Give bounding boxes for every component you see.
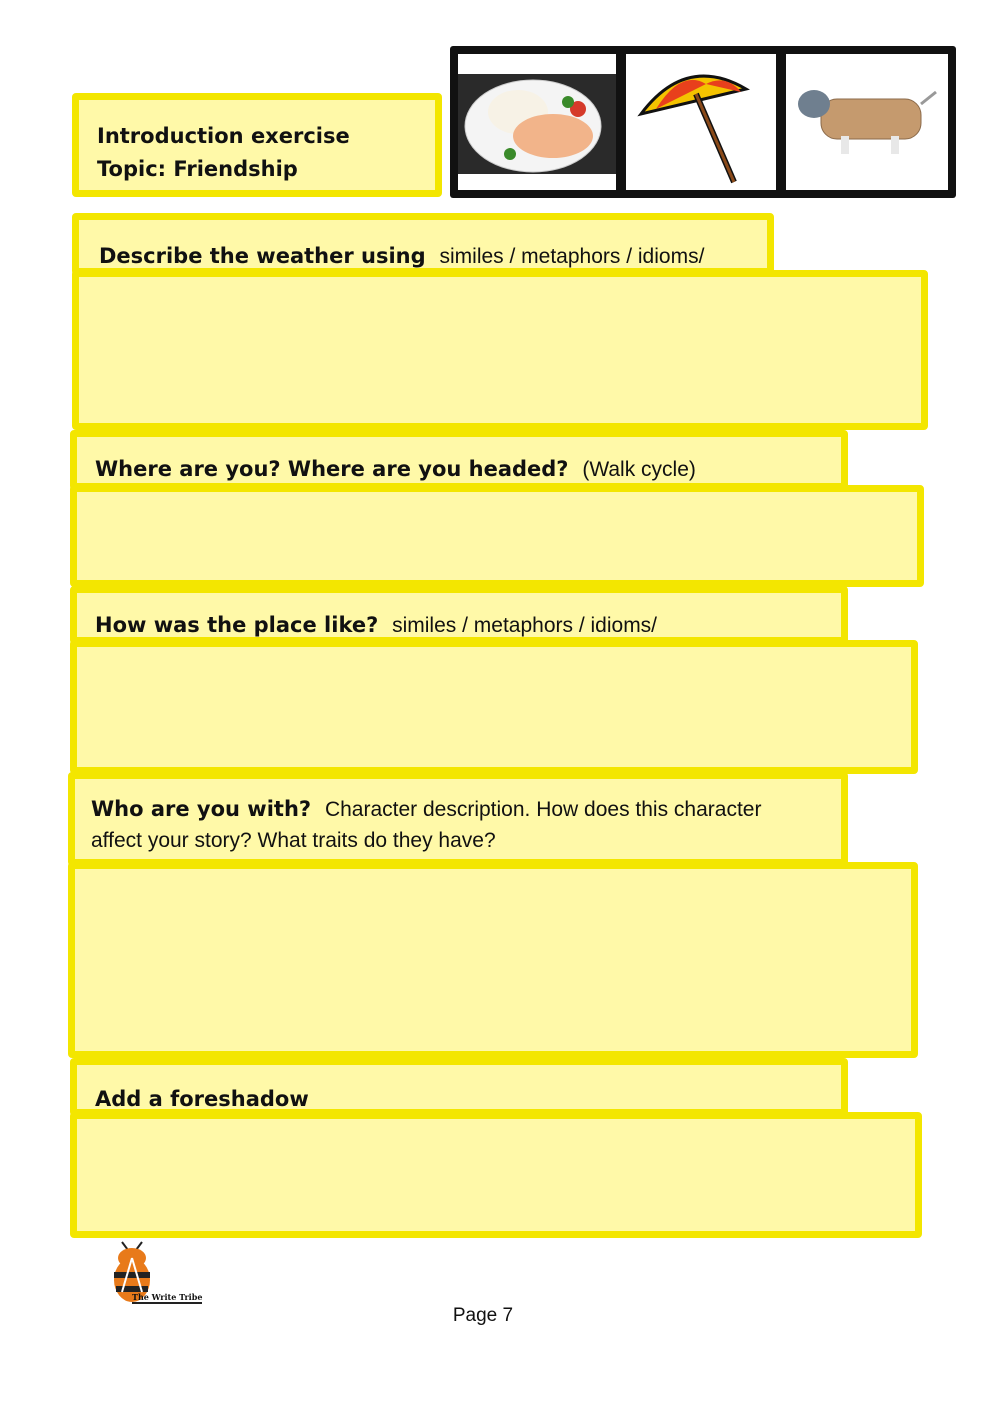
weather-answer-input[interactable] <box>79 277 921 423</box>
section-location-answer-box[interactable] <box>70 485 924 587</box>
section-place-label-box <box>70 586 848 644</box>
logo-text: The Write Tribe <box>132 1292 203 1302</box>
section-weather-title: Describe the weather using <box>99 244 426 268</box>
page-number: Page 7 <box>452 1305 514 1326</box>
foreshadow-answer-input[interactable] <box>77 1119 915 1231</box>
bee-logo <box>108 1238 218 1314</box>
place-answer-input[interactable] <box>77 647 911 767</box>
section-character-hint2: affect your story? What traits do they have? <box>91 829 496 852</box>
location-answer-input[interactable] <box>77 492 917 580</box>
section-character-title: Who are you with? <box>91 797 312 821</box>
section-location-title: Where are you? Where are you headed? <box>95 457 569 481</box>
character-answer-input[interactable] <box>75 869 911 1051</box>
header-line1: Introduction exercise <box>97 124 350 148</box>
umbrella-image <box>626 54 776 190</box>
section-foreshadow-answer-box[interactable] <box>70 1112 922 1238</box>
section-location-label-box <box>70 430 848 490</box>
section-place-hint: similes / metaphors / idioms/ <box>392 614 658 637</box>
section-place-title: How was the place like? <box>95 613 379 637</box>
header-line2: Topic: Friendship <box>97 157 298 181</box>
section-foreshadow-title: Add a foreshadow <box>95 1087 309 1111</box>
section-weather-answer-box[interactable] <box>72 270 928 430</box>
cardboard-dog-image <box>786 54 948 190</box>
food-plate-image <box>458 54 616 190</box>
section-character-label-box <box>68 772 848 866</box>
section-place-answer-box[interactable] <box>70 640 918 774</box>
image-strip <box>450 46 956 198</box>
section-character-hint: Character description. How does this character <box>324 798 762 821</box>
section-weather-hint: similes / metaphors / idioms/ <box>439 245 705 268</box>
section-location-hint: (Walk cycle) <box>582 458 696 481</box>
section-character-answer-box[interactable] <box>68 862 918 1058</box>
header-box <box>72 93 442 197</box>
section-foreshadow-label-box <box>70 1058 848 1116</box>
section-weather-label-box <box>72 213 774 275</box>
